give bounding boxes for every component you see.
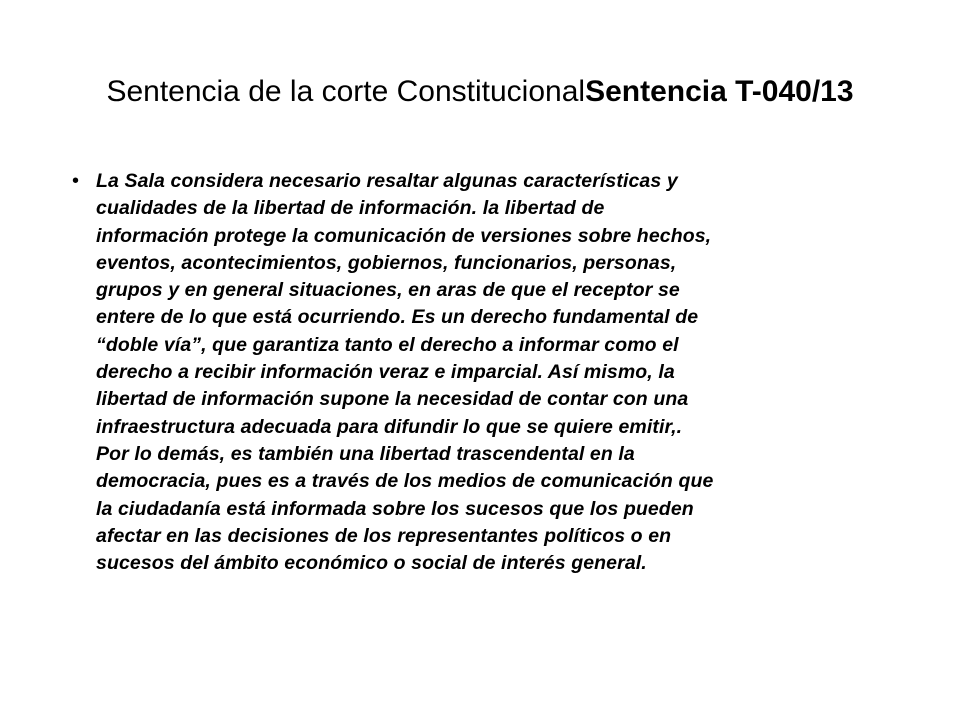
body-line: entere de lo que está ocurriendo. Es un derecho fundamental de: [96, 306, 699, 329]
bullet-marker: •: [72, 170, 80, 192]
bullet-paragraph: [96, 168, 892, 577]
title-bold-part: Sentencia T-040/13: [585, 75, 854, 108]
body-line: eventos, acontecimientos, gobiernos, funcionarios, personas,: [96, 251, 677, 274]
body-line: la ciudadanía está informada sobre los sucesos que los pueden: [96, 497, 694, 520]
slide-title: [0, 72, 960, 112]
body-line: libertad de información supone la necesidad de contar con una: [96, 388, 689, 411]
body-line: “doble vía”, que garantiza tanto el derecho a informar como el: [96, 333, 679, 356]
body-line: cualidades de la libertad de información. la libertad de: [96, 197, 605, 220]
body-line: información protege la comunicación de versiones sobre hechos,: [96, 224, 712, 247]
body-line: democracia, pues es a través de los medios de comunicación que: [96, 470, 714, 493]
body-line: La Sala considera necesario resaltar algunas características y: [96, 170, 678, 192]
title-regular-part: Sentencia de la corte Constitucional: [106, 75, 586, 108]
body-line: derecho a recibir información veraz e imparcial. Así mismo, la: [96, 361, 675, 384]
body-line: grupos y en general situaciones, en aras de que el receptor se: [96, 279, 680, 302]
body-line: infraestructura adecuada para difundir lo que se quiere emitir,.: [96, 415, 683, 438]
bullet-list: [72, 168, 892, 577]
body-line: Por lo demás, es también una libertad trascendental en la: [96, 442, 635, 465]
body-line: afectar en las decisiones de los representantes políticos o en: [96, 524, 672, 547]
body-line: sucesos del ámbito económico o social de interés general.: [96, 552, 647, 575]
